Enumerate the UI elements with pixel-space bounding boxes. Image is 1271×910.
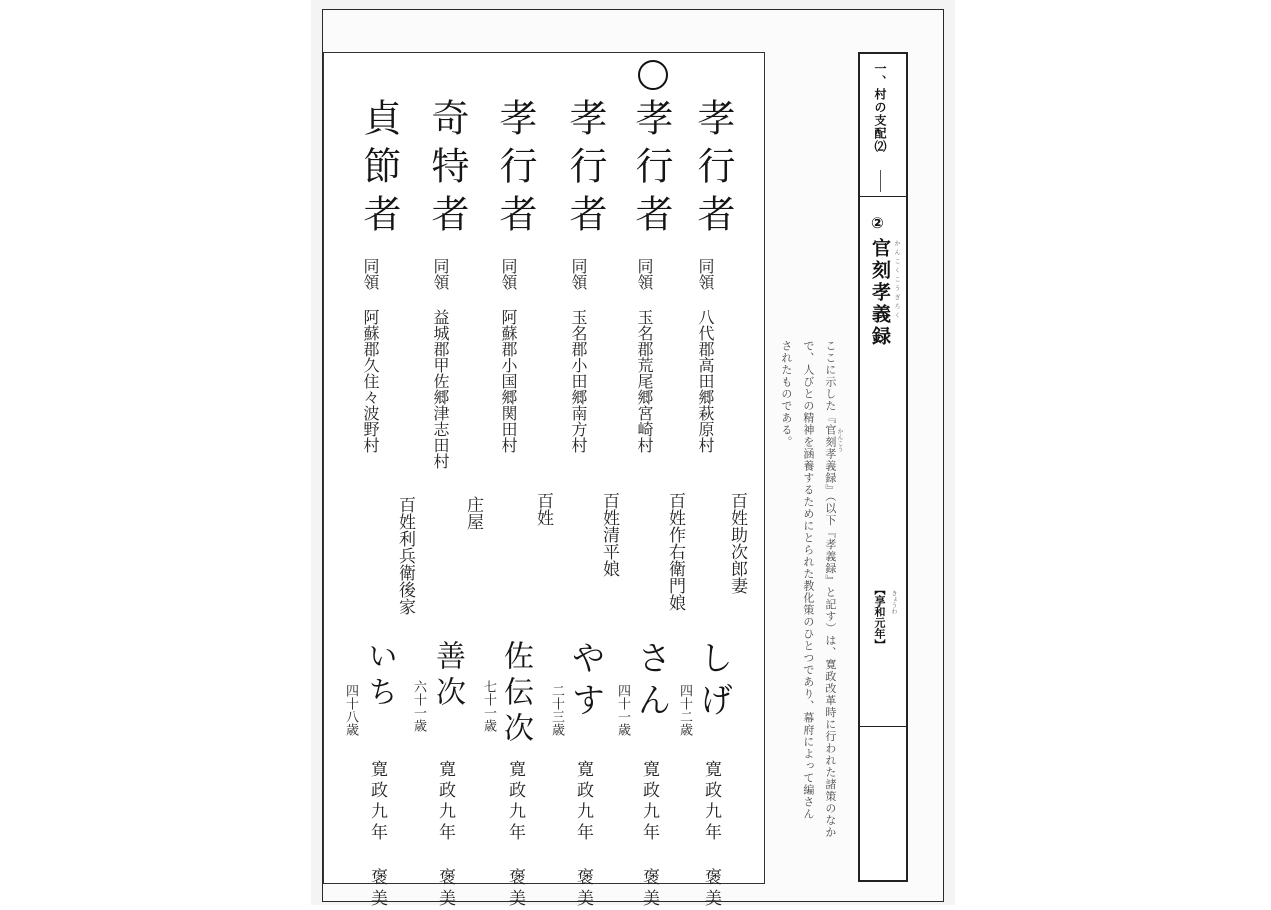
column-person: 百姓 xyxy=(533,492,553,526)
section-title-ruby: かんこくこうぎろく xyxy=(893,240,900,321)
column-person: 百姓助次郎妻 xyxy=(727,492,747,594)
column-award: 寛政九年 褒美 xyxy=(435,760,455,910)
column-name: 善次 xyxy=(430,640,465,712)
column-age: 二十三歳 xyxy=(549,684,564,736)
column-address: 同領 阿蘇郡小国郷関田村 xyxy=(499,258,518,453)
column-age: 七十一歳 xyxy=(481,680,496,732)
column-heading: 孝行者 xyxy=(563,98,607,242)
column-address: 同領 八代郡高田郷萩原村 xyxy=(696,258,715,453)
column-name: 佐伝次 xyxy=(498,640,533,748)
column-heading: 孝行者 xyxy=(493,98,537,242)
intro-ruby: かんこう xyxy=(836,428,843,452)
column-address: 同領 益城郡甲佐郷津志田村 xyxy=(431,258,450,469)
item-number: ② xyxy=(871,214,884,232)
section-panel xyxy=(858,52,908,882)
column-address: 同領 玉名郡荒尾郷宮崎村 xyxy=(635,258,654,453)
column-heading: 奇特者 xyxy=(425,98,469,242)
chapter-divider xyxy=(880,170,881,192)
column-name: さん xyxy=(631,640,671,724)
column-award: 寛政九年 褒美 xyxy=(505,760,525,910)
column-age: 四十一歳 xyxy=(615,684,630,736)
column-age: 四十八歳 xyxy=(343,684,358,736)
era-ruby: きょうわ xyxy=(890,590,897,614)
column-age: 四十二歳 xyxy=(677,684,692,736)
column-award: 寛政九年 褒美 xyxy=(639,760,659,910)
column-person: 百姓作右衛門娘 xyxy=(665,492,685,611)
section-title: 官刻孝義録 xyxy=(869,238,891,348)
column-name: やす xyxy=(565,640,605,724)
column-person: 百姓清平娘 xyxy=(599,492,619,577)
column-address: 同領 阿蘇郡久住々波野村 xyxy=(361,258,380,453)
column-person: 百姓利兵衛後家 xyxy=(395,496,415,615)
column-award: 寛政九年 褒美 xyxy=(367,760,387,910)
column-name: しげ xyxy=(693,640,733,724)
era-label: 【享和元年】 xyxy=(873,584,886,650)
column-heading: 孝行者 xyxy=(691,98,735,242)
intro-line: で、人びとの精神を涵養するためにとられた教化策のひとつであり、幕府によって編さん xyxy=(801,340,815,820)
column-name: いち xyxy=(362,640,397,712)
column-address: 同領 玉名郡小田郷南方村 xyxy=(569,258,588,453)
intro-line: されたものである。 xyxy=(779,340,793,448)
column-person: 庄屋 xyxy=(463,496,483,530)
column-heading: 孝行者 xyxy=(629,98,673,242)
column-award: 寛政九年 褒美 xyxy=(701,760,721,910)
chapter-label: 一、村の支配⑵ xyxy=(873,62,887,153)
column-age: 六十一歳 xyxy=(411,680,426,732)
intro-line: ここに示した『官刻孝義録』（以下『孝義録』と記す）は、寛政改革時に行われた諸策のなか xyxy=(823,340,837,839)
column-award: 寛政九年 褒美 xyxy=(573,760,593,910)
circle-mark xyxy=(638,60,668,90)
column-heading: 貞節者 xyxy=(357,98,401,242)
